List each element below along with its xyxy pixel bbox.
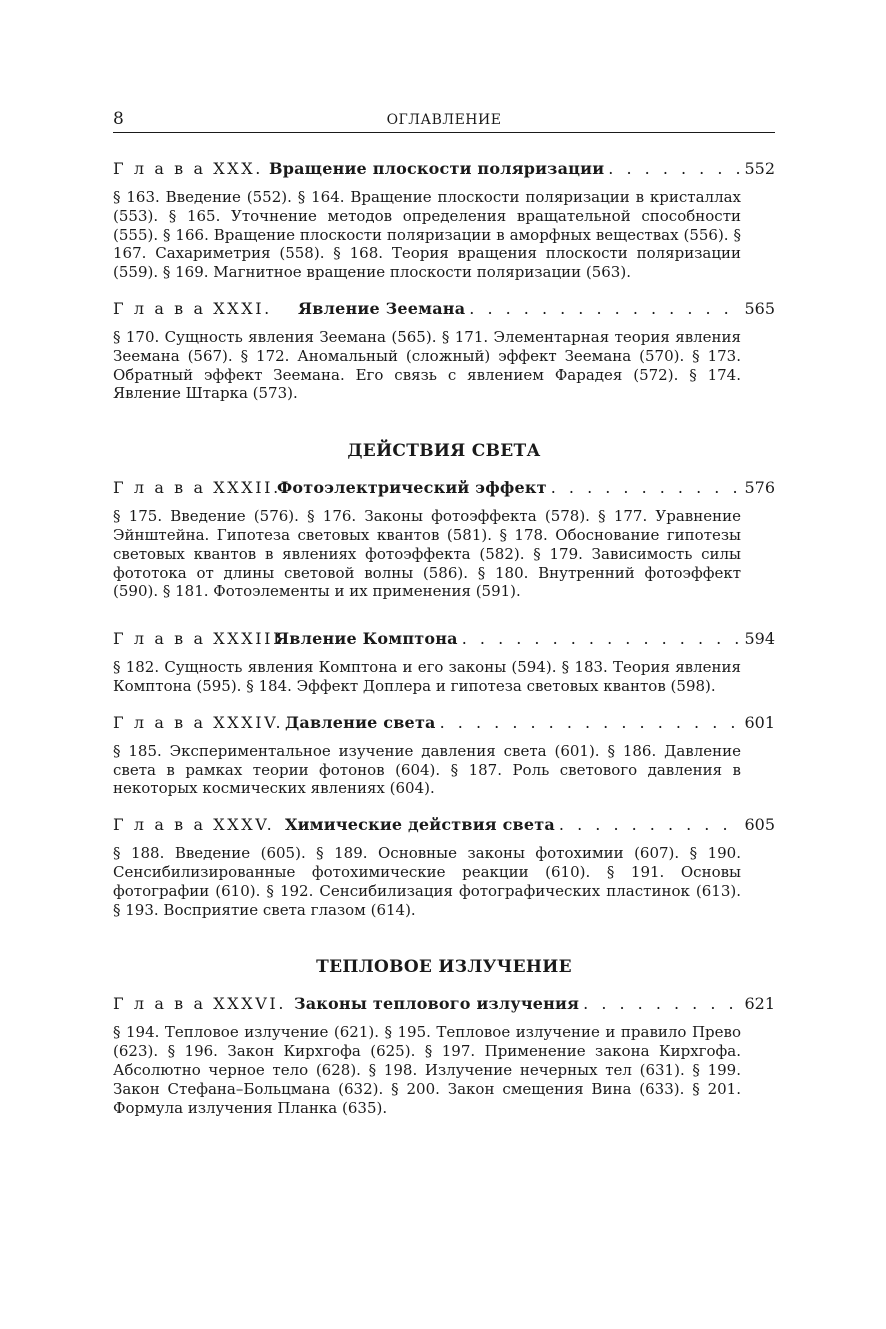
chapter-title[interactable]: Явление Зеемана: [298, 298, 466, 318]
leader-dots: [440, 713, 741, 732]
chapter-32: [113, 478, 775, 601]
leader-dots: [608, 159, 740, 178]
chapter-sections: § 185. Экспериментальное изучение давления света (601). § 186. Давление света в рамках теории фотонов (604). § 187. Роль светового давления в некоторых космических явлениях (604).: [113, 741, 741, 798]
chapter-title[interactable]: Вращение плоскости поляризации: [269, 159, 605, 178]
chapter-page[interactable]: 605: [744, 815, 775, 835]
chapter-label: Г л а в а XXXVI.: [113, 994, 287, 1014]
chapter-label: Г л а в а XXXIII.: [113, 629, 290, 649]
page-number: 8: [113, 109, 124, 129]
chapter-label: Г л а в а XXXI.: [113, 298, 272, 318]
running-title: ОГЛАВЛЕНИЕ: [386, 112, 502, 128]
chapter-heading: [113, 629, 775, 651]
chapter-sections: § 188. Введение (605). § 189. Основные законы фотохимии (607). § 190. Сенсибилизированные фотохимические реакции (610). § 191. Основы фотографии (610). § 192. Сенсибилизация фотографических пластинок (613). § 193. Восприятие света глазом (614).: [113, 844, 741, 919]
chapter-page[interactable]: 594: [744, 629, 775, 649]
chapter-page[interactable]: 601: [744, 712, 775, 732]
chapter-page[interactable]: 621: [744, 994, 775, 1014]
chapter-sections: § 182. Сущность явления Комптона и его законы (594). § 183. Теория явления Комптона (595). § 184. Эффект Доплера и гипотеза световых квантов (598).: [113, 658, 741, 695]
chapter-label: Г л а в а XXXII.: [113, 478, 281, 498]
chapter-title[interactable]: Химические действия света: [285, 815, 555, 835]
chapter-label: Г л а в а XXXIV.: [113, 712, 284, 732]
chapter-33: [113, 629, 775, 696]
leader-dots: [559, 815, 741, 834]
chapter-30: [113, 159, 775, 282]
chapter-35: [113, 815, 775, 919]
chapter-title[interactable]: Явление Комптона: [275, 629, 458, 649]
chapter-sections: § 170. Сущность явления Зеемана (565). § 171. Элементарная теория явления Зеемана (567). § 172. Аномальный (сложный) эффект Зеемана (570). § 173. Обратный эффект Зеемана. Его связь с явлением Фарадея (572). § 174. Явление Штарка (573).: [113, 327, 741, 403]
chapter-heading: [113, 713, 775, 735]
chapter-31: [113, 299, 775, 403]
chapter-34: [113, 713, 775, 798]
chapter-title[interactable]: Давление света: [285, 712, 436, 732]
chapter-page[interactable]: 576: [744, 478, 775, 498]
chapter-sections: § 163. Введение (552). § 164. Вращение плоскости поляризации в кристаллах (553). § 165. Уточнение методов определения вращательной способности (555). § 166. Вращение плоскости поляризации в аморфных веществах (556). § 167. Сахариметрия (558). § 168. Теория вращения плоскости поляризации (559). § 169. Магнитное вращение плоскости поляризации (563).: [113, 188, 741, 282]
chapter-heading: [113, 159, 775, 181]
chapter-heading: [113, 815, 775, 837]
page-header: [113, 106, 775, 133]
part-title: ТЕПЛОВОЕ ИЗЛУЧЕНИЕ: [316, 957, 572, 978]
leader-dots: [469, 299, 740, 318]
leader-dots: [583, 994, 740, 1013]
chapter-page[interactable]: 552: [744, 159, 775, 178]
chapter-title[interactable]: Фотоэлектрический эффект: [277, 478, 547, 498]
chapter-page[interactable]: 565: [744, 298, 775, 318]
chapter-sections: § 194. Тепловое излучение (621). § 195. Тепловое излучение и правило Прево (623). § 196. Закон Кирхгофа (625). § 197. Применение закона Кирхгофа. Абсолютно черное тело (628). § 198. Излучение нечерных тел (631). § 199. Закон Стефана–Больцмана (632). § 200. Закон смещения Вина (633). § 201. Формула излучения Планка (635).: [113, 1023, 741, 1117]
leader-dots: [551, 478, 741, 497]
chapter-heading: [113, 299, 775, 321]
toc-page: [113, 106, 775, 1117]
leader-dots: [462, 629, 741, 648]
part-title: ДЕЙСТВИЯ СВЕТА: [347, 441, 541, 462]
chapter-label: Г л а в а XXXV.: [113, 815, 275, 835]
chapter-label: Г л а в а XXX.: [113, 159, 263, 178]
chapter-title[interactable]: Законы теплового излучения: [294, 994, 580, 1014]
chapter-36: [113, 994, 775, 1117]
chapter-heading: [113, 478, 775, 500]
chapter-heading: [113, 994, 775, 1016]
chapter-sections: § 175. Введение (576). § 176. Законы фотоэффекта (578). § 177. Уравнение Эйнштейна. Гипотеза световых квантов (581). § 178. Обоснование гипотезы световых квантов в явлениях фотоэффекта (582). § 179. Зависимость силы фототока от длины световой волны (586). § 180. Внутренний фотоэффект (590). § 181. Фотоэлементы и их применения (591).: [113, 507, 741, 601]
